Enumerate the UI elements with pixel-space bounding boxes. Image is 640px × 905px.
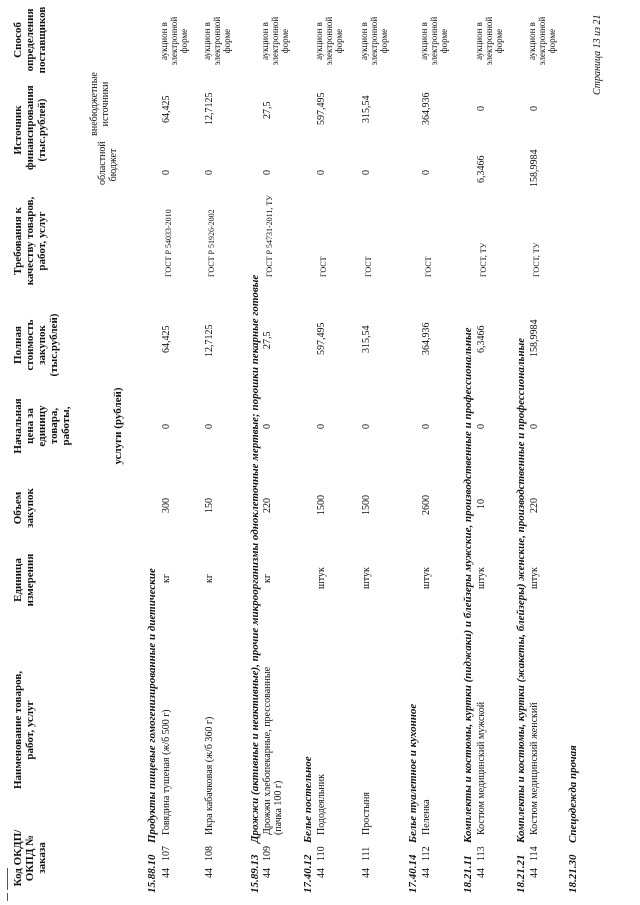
row-extra: 12,7125 (204, 92, 215, 125)
row-quality: ГОСТ (319, 256, 328, 277)
header-name: Наименование товаров, работ, услуг (12, 670, 36, 790)
scan-mark (7, 893, 8, 901)
row-regional: 0 (361, 170, 372, 175)
row-name: Говядина тушеная (ж/б 500 г) (161, 709, 172, 835)
group-code: 18.21.11 (462, 855, 474, 893)
row-price: 0 (316, 424, 327, 429)
row-unit: штук (361, 567, 372, 589)
row-volume: 1500 (316, 495, 327, 515)
row-price: 0 (262, 424, 273, 429)
header-price: Начальная цена за единицу товара, работы, (12, 398, 72, 454)
header-source: Источник финансирования (тыс.рублей) (12, 85, 48, 170)
row-name: Икра кабачковая (ж/б 360 г) (204, 716, 215, 835)
row-regional: 158,9984 (529, 149, 540, 187)
row-name: Пододеяльник (316, 774, 327, 835)
row-price: 0 (529, 424, 540, 429)
group-code: 18.21.21 (515, 854, 527, 893)
row-num: 44 (262, 868, 273, 878)
row-quality: ГОСТ Р 54033-2010 (164, 209, 173, 277)
row-name: Костюм медицинский мужской (476, 701, 487, 835)
row-name: Дрожжи хлебопекарные, прессованные (пачка 100 г) (262, 666, 284, 835)
row-regional: 0 (204, 170, 215, 175)
row-num: 44 (361, 868, 372, 878)
row-num: 44 (316, 868, 327, 878)
row-price: 0 (204, 424, 215, 429)
row-extra: 64,425 (161, 95, 172, 123)
header-source-extra: внебюджетные источники (89, 72, 111, 136)
row-unit: штук (421, 567, 432, 589)
row-regional: 0 (161, 170, 172, 175)
group-code: 15.88.10 (146, 854, 158, 893)
row-regional: 0 (316, 170, 327, 175)
row-method: аукцион в электронной форме (159, 16, 189, 66)
row-method: аукцион в электронной форме (314, 16, 344, 66)
row-quality: ГОСТ Р 54731-2011, ТУ (265, 195, 274, 277)
group-title: Продукты пищевые гомогенизированные и диетические (146, 568, 158, 843)
row-method: аукцион в электронной форме (260, 16, 290, 66)
row-total: 597,495 (316, 322, 327, 355)
row-total: 27,5 (262, 331, 273, 349)
row-volume: 220 (529, 498, 540, 513)
header-price-tail: услуги (рублей) (112, 387, 124, 465)
header-volume: Объем закупок (12, 488, 36, 528)
row-total: 364,936 (421, 322, 432, 355)
row-price: 0 (361, 424, 372, 429)
row-total: 12,7125 (204, 324, 215, 357)
row-quality: ГОСТ Р 51926-2002 (207, 209, 216, 277)
row-regional: 0 (262, 170, 273, 175)
row-method: аукцион в электронной форме (527, 16, 557, 66)
row-extra: 0 (476, 106, 487, 111)
row-unit: штук (476, 567, 487, 589)
row-order: 108 (204, 846, 215, 861)
header-total: Полная стоимость закупок (тыс.рублей) (12, 313, 60, 377)
group-code: 17.40.14 (407, 854, 419, 893)
row-volume: 1500 (361, 495, 372, 515)
row-price: 0 (161, 424, 172, 429)
row-price: 0 (421, 424, 432, 429)
row-unit: штук (316, 567, 327, 589)
row-name: Простыня (361, 792, 372, 835)
row-volume: 220 (262, 498, 273, 513)
row-regional: 0 (421, 170, 432, 175)
row-extra: 0 (529, 106, 540, 111)
header-method: Способ определения поставщиков (12, 6, 48, 74)
row-total: 158,9984 (529, 319, 540, 357)
row-name: Костюм медицинский женский (529, 702, 540, 835)
row-order: 112 (421, 846, 432, 861)
row-num: 44 (421, 868, 432, 878)
row-volume: 300 (161, 498, 172, 513)
row-volume: 10 (476, 499, 487, 509)
row-num: 44 (476, 868, 487, 878)
row-order: 111 (361, 846, 372, 861)
row-method: аукцион в электронной форме (474, 16, 504, 66)
row-quality: ГОСТ (364, 256, 373, 277)
page-number: Страница 13 из 21 (592, 14, 603, 95)
row-total: 315,54 (361, 325, 372, 353)
row-total: 6,3466 (476, 325, 487, 353)
row-unit: штук (529, 567, 540, 589)
row-num: 44 (161, 868, 172, 878)
scan-mark (7, 868, 8, 890)
group-code: 17.40.12 (302, 854, 314, 893)
group-title: Белье постельное (302, 756, 314, 843)
row-method: аукцион в электронной форме (419, 16, 449, 66)
group-title: Дрожжи (активные и неактивные), прочие микроорганизмы одноклеточные мертвые; порошки пекарные готовые (249, 274, 261, 843)
row-total: 64,425 (161, 325, 172, 353)
group-title: Комплекты и костюмы, куртки (пиджаки) и блейзеры мужские, производственные и профессиональные (462, 327, 474, 843)
row-extra: 597,495 (316, 92, 327, 125)
row-volume: 2600 (421, 495, 432, 515)
row-price: 0 (476, 424, 487, 429)
row-order: 107 (161, 846, 172, 861)
row-unit: кг (161, 574, 172, 583)
row-extra: 27,5 (262, 101, 273, 119)
row-num: 44 (204, 868, 215, 878)
row-order: 110 (316, 846, 327, 861)
row-quality: ГОСТ, ТУ (532, 242, 541, 277)
row-name: Пеленка (421, 799, 432, 835)
header-quality: Требования к качеству товаров, работ, услуг (12, 196, 48, 286)
row-method: аукцион в электронной форме (202, 16, 232, 66)
header-unit: Единица измерения (12, 553, 36, 607)
row-order: 109 (262, 846, 273, 861)
row-extra: 315,54 (361, 95, 372, 123)
group-code: 18.21.30 (567, 854, 579, 893)
row-method: аукцион в электронной форме (359, 16, 389, 66)
row-regional: 6,3466 (476, 155, 487, 183)
row-extra: 364,936 (421, 92, 432, 125)
row-order: 114 (529, 846, 540, 861)
row-volume: 150 (204, 498, 215, 513)
row-unit: кг (262, 574, 273, 583)
row-num: 44 (529, 868, 540, 878)
row-order: 113 (476, 846, 487, 861)
row-quality: ГОСТ, ТУ (479, 242, 488, 277)
header-source-regional: областной бюджет (97, 141, 119, 185)
group-code: 15.89.13 (249, 854, 261, 893)
row-quality: ГОСТ (424, 256, 433, 277)
group-title: Спецодежда прочая (567, 745, 579, 843)
header-code: Код ОКДП/ ОКПД № заказа (12, 829, 48, 887)
row-unit: кг (204, 574, 215, 583)
group-title: Белье туалетное и кухонное (407, 703, 419, 843)
group-title: Комплекты и костюмы, куртки (жакеты, блейзеры) женские, производственные и профессиональные (515, 337, 527, 843)
